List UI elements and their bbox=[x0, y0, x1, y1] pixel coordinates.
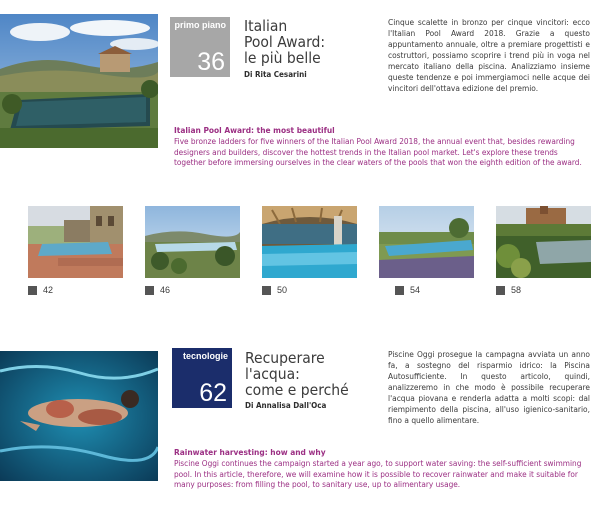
article2-section-label: tecnologie bbox=[182, 351, 228, 361]
gallery-photo-3[interactable] bbox=[262, 206, 357, 278]
gallery-photo-2[interactable] bbox=[145, 206, 240, 278]
article2-title[interactable] bbox=[245, 350, 380, 398]
article2-badge bbox=[172, 348, 232, 408]
gallery-page-number-2: 46 bbox=[160, 285, 171, 295]
page-square-icon bbox=[28, 286, 37, 295]
page-square-icon bbox=[395, 286, 404, 295]
article2-title-line-3: come e perché bbox=[245, 381, 349, 399]
gallery-photo-5[interactable] bbox=[496, 206, 591, 278]
article2-author: Di Annalisa Dall'Oca bbox=[245, 401, 327, 410]
gallery-photo-4[interactable] bbox=[379, 206, 474, 278]
gallery-page-number-3: 50 bbox=[277, 285, 288, 295]
gallery-page-ref-3[interactable] bbox=[262, 284, 287, 296]
article2-english-summary: Piscine Oggi continues the campaign started a year ago, to support water saving: the self-sufficient swimming pool. In this article, therefore, we will examine how it is possible to recover rainwater and make it suitable for many purposes: from filling the pool, to sanitary use, up to alimentary usage. bbox=[174, 458, 582, 490]
article1-author: Di Rita Cesarini bbox=[244, 70, 307, 79]
article1-hero-photo bbox=[0, 14, 158, 148]
page-square-icon bbox=[496, 286, 505, 295]
article2-english-title: Rainwater harvesting: how and why bbox=[174, 447, 326, 457]
article1-page-number[interactable]: 36 bbox=[197, 48, 225, 76]
article1-title-line-1: Italian bbox=[244, 17, 288, 35]
article1-title-line-2: Pool Award: bbox=[244, 33, 326, 51]
article2-title-line-1: Recuperare bbox=[245, 349, 325, 367]
gallery-page-ref-4[interactable] bbox=[395, 284, 420, 296]
page-square-icon bbox=[262, 286, 271, 295]
gallery-page-ref-1[interactable] bbox=[28, 284, 53, 296]
article2-hero-photo bbox=[0, 351, 158, 481]
article1-english-summary: Five bronze ladders for five winners of the Italian Pool Award 2018, the annual event that, besides rewarding designers and builders, discover the hottest trends in the Italian pool market. Let's explore these trends together before immersing ourselves in the clear waters of the pools that won the eighth edition of the award. bbox=[174, 136, 582, 168]
article1-title[interactable] bbox=[244, 18, 374, 66]
gallery-page-ref-5[interactable] bbox=[496, 284, 521, 296]
gallery-page-ref-2[interactable] bbox=[145, 284, 170, 296]
article2-summary-it: Piscine Oggi prosegue la campagna avviata un anno fa, a sostegno del risparmio idrico: la Piscina Autosufficiente. In questo articolo, quindi, analizzeremo in che modo è possibile recuperare l'acqua piovana e renderla adatta a molti scopi: dal riempimento della piscina, all'uso igienico-sanitario, fino a quello alimentare. bbox=[388, 349, 590, 425]
article1-title-line-3: le più belle bbox=[244, 49, 321, 67]
article1-summary-it: Cinque scalette in bronzo per cinque vincitori: ecco l'Italian Pool Award 2018. Grazie a questo appuntamento annuale, oltre a premiare progettisti e costruttori, possiamo scoprire i trend più in voga nel mercato italiano della piscina. Analizziamo insieme queste tendenze e poi immergiamoci nelle acque dei vincitori dell'ottava edizione del premio. bbox=[388, 17, 590, 93]
article1-badge bbox=[170, 17, 230, 77]
article2-title-line-2: l'acqua: bbox=[245, 365, 300, 383]
page-square-icon bbox=[145, 286, 154, 295]
gallery-photo-1[interactable] bbox=[28, 206, 123, 278]
article1-section-label: primo piano bbox=[174, 20, 226, 30]
gallery-page-number-5: 58 bbox=[511, 285, 522, 295]
gallery-page-number-1: 42 bbox=[43, 285, 54, 295]
gallery-page-number-4: 54 bbox=[410, 285, 421, 295]
article2-page-number[interactable]: 62 bbox=[199, 379, 227, 407]
article1-english-title: Italian Pool Award: the most beautiful bbox=[174, 125, 335, 135]
